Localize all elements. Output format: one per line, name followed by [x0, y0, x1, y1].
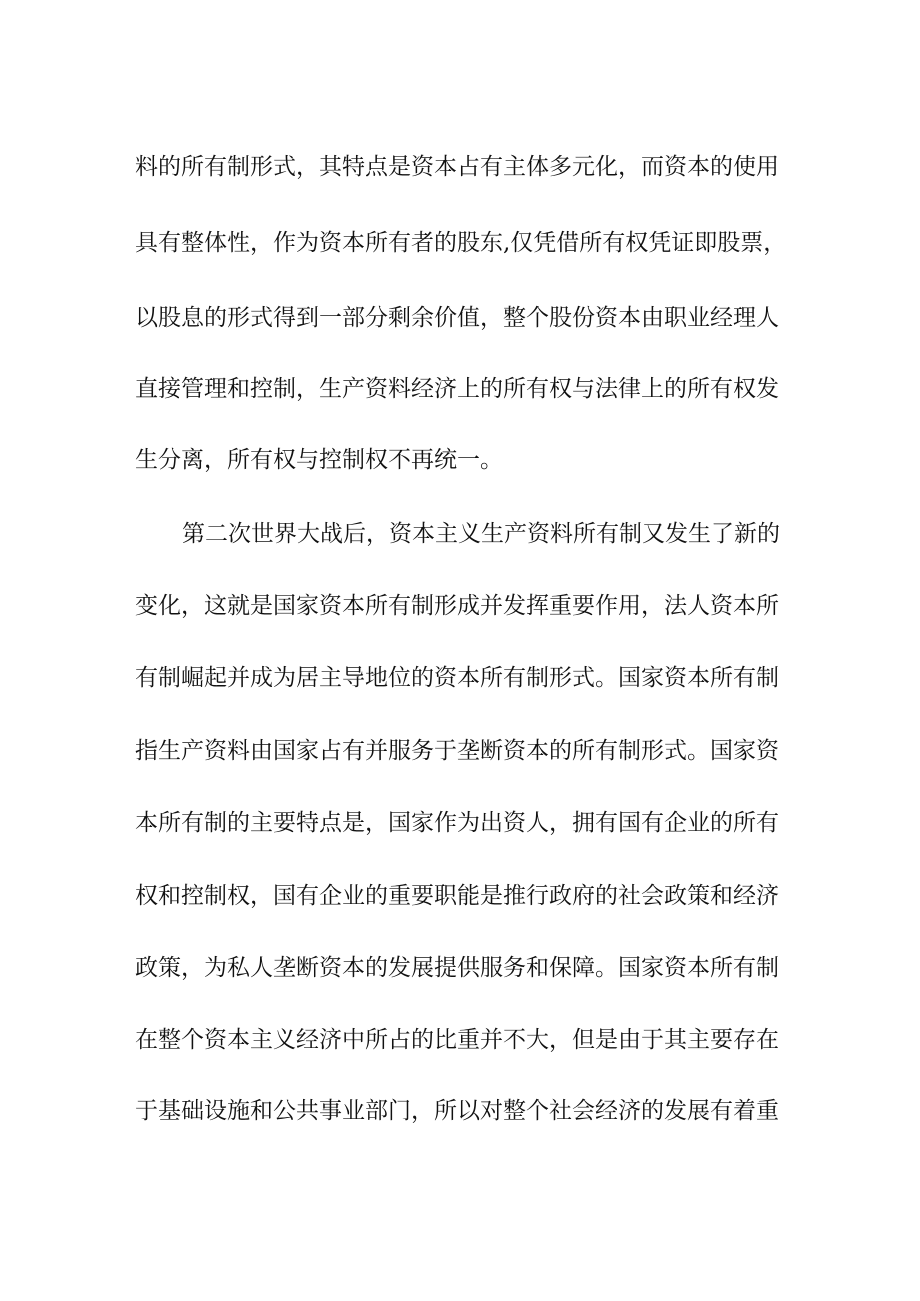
paragraph-1-line-2: 具有整体性，作为资本所有者的股东,仅凭借所有权凭证即股票，: [135, 230, 787, 256]
paragraph-2-line-4: 指生产资料由国家占有并服务于垄断资本的所有制形式。国家资: [135, 738, 779, 764]
paragraph-1-line-3: 以股息的形式得到一部分剩余价值，整个股份资本由职业经理人: [135, 305, 779, 331]
paragraph-2-line-8: 在整个资本主义经济中所占的比重并不大，但是由于其主要存在: [135, 1027, 779, 1053]
paragraph-2-line-6: 权和控制权，国有企业的重要职能是推行政府的社会政策和经济: [135, 883, 779, 909]
paragraph-2-line-5: 本所有制的主要特点是，国家作为出资人，拥有国有企业的所有: [135, 810, 779, 836]
paragraph-2-line-3: 有制崛起并成为居主导地位的资本所有制形式。国家资本所有制: [135, 665, 779, 691]
paragraph-2-line-1: 第二次世界大战后，资本主义生产资料所有制又发生了新的: [182, 521, 780, 547]
paragraph-2-line-7: 政策，为私人垄断资本的发展提供服务和保障。国家资本所有制: [135, 955, 779, 981]
paragraph-1-line-5: 生分离，所有权与控制权不再统一。: [135, 447, 503, 473]
paragraph-2-line-9: 于基础设施和公共事业部门，所以对整个社会经济的发展有着重: [135, 1098, 779, 1124]
paragraph-1-line-4: 直接管理和控制，生产资料经济上的所有权与法律上的所有权发: [135, 376, 779, 402]
paragraph-2-line-2: 变化，这就是国家资本所有制形成并发挥重要作用，法人资本所: [135, 593, 779, 619]
paragraph-1-line-1: 料的所有制形式，其特点是资本占有主体多元化，而资本的使用: [135, 154, 779, 180]
